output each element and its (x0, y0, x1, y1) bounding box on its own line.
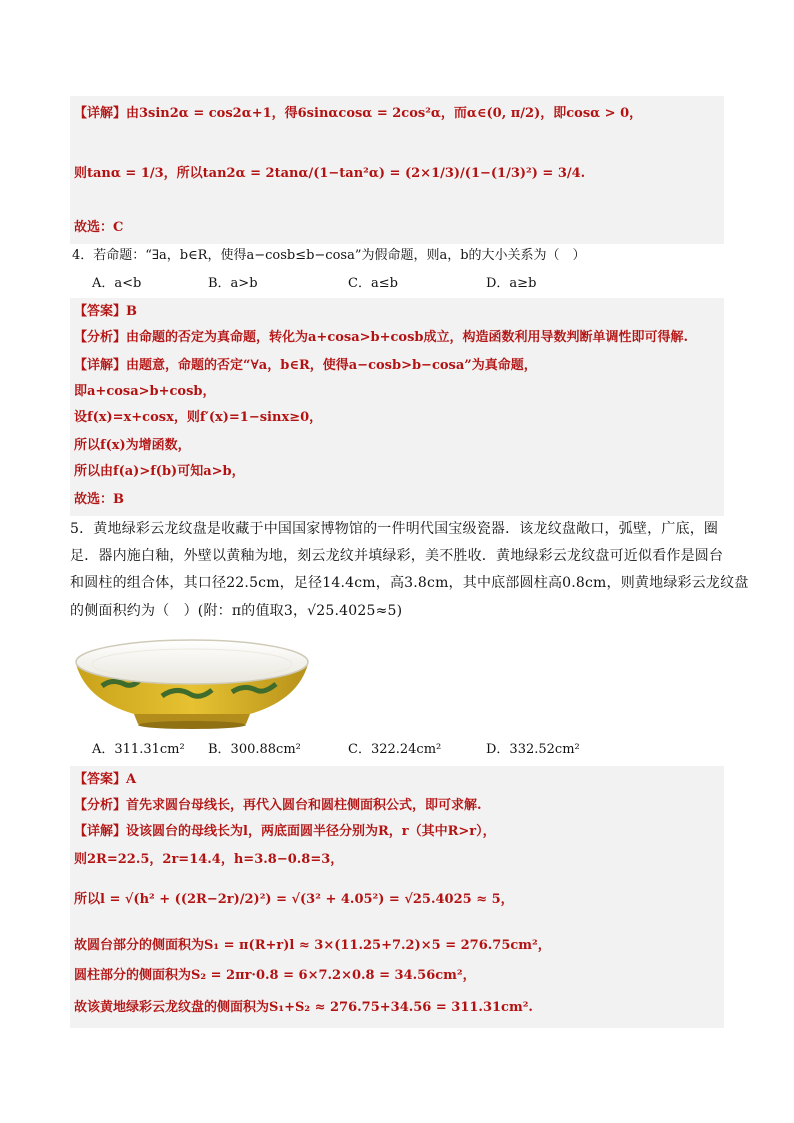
q5-step2: 所以l = √(h² + ((2R−2r)/2)²) = √(3² + 4.05²) = √25.4025 ≈ 5， (74, 892, 514, 907)
q4-step4: 所以由f(a)>f(b)可知a>b， (74, 464, 245, 479)
q5-stem-line2: 足．器内施白釉，外壁以黄釉为地，刻云龙纹并填绿彩，美不胜收．黄地绿彩云龙纹盘可近似看作是圆台 (70, 548, 724, 564)
q5-stem-line4: 的侧面积约为（ ）(附：π的值取3，√25.4025≈5) (70, 603, 403, 619)
q4-step3: 所以f(x)为增函数， (74, 438, 191, 453)
q4-choice: 故选：B (74, 492, 124, 507)
q4-option-c: C．a≤b (348, 276, 398, 291)
q4-detail: 【详解】由题意，命题的否定“∀a，b∈R，使得a−cosb>b−cosa”为真命题， (74, 358, 537, 373)
q5-stem-line1: 5．黄地绿彩云龙纹盘是收藏于中国国家博物馆的一件明代国宝级瓷器．该龙纹盘敞口，弧壁，广底，圈 (70, 521, 719, 537)
q5-step1: 则2R=22.5，2r=14.4，h=3.8−0.8=3， (74, 852, 344, 867)
q4-step2: 设f(x)=x+cosx，则f′(x)=1−sinx≥0， (74, 410, 323, 425)
q5-analysis: 【分析】首先求圆台母线长，再代入圆台和圆柱侧面积公式，即可求解. (74, 798, 482, 813)
q4-analysis: 【分析】由命题的否定为真命题，转化为a+cosa>b+cosb成立，构造函数利用导数判断单调性即可得解. (74, 330, 689, 345)
q4-answer: 【答案】B (74, 304, 137, 319)
q4-option-b: B．a>b (208, 276, 258, 291)
q3-detail-line2: 则tanα = 1/3，所以tan2α = 2tanα/(1−tan²α) = (2×1/3)/(1−(1/3)²) = 3/4. (74, 166, 586, 181)
q5-option-b: B．300.88cm² (208, 742, 301, 757)
q5-option-a: A．311.31cm² (92, 742, 185, 757)
q4-option-a: A．a<b (92, 276, 142, 291)
q5-option-d: D．332.52cm² (486, 742, 580, 757)
q3-choice: 故选：C (74, 220, 124, 235)
dragon-bowl-image (72, 634, 312, 734)
q5-detail: 【详解】设该圆台的母线长为l，两底面圆半径分别为R，r（其中R>r）， (74, 824, 496, 839)
q3-detail-line1: 【详解】由3sin2α = cos2α+1，得6sinαcosα = 2cos²α，而α∈(0, π/2)，即cosα > 0， (74, 106, 643, 121)
q4-step1: 即a+cosa>b+cosb， (74, 384, 216, 399)
q5-answer: 【答案】A (74, 772, 137, 787)
q5-step4: 圆柱部分的侧面积为S₂ = 2πr·0.8 = 6×7.2×0.8 = 34.56cm²， (74, 968, 476, 983)
q5-step3: 故圆台部分的侧面积为S₁ = π(R+r)l ≈ 3×(11.25+7.2)×5 = 276.75cm²， (74, 938, 551, 953)
q5-step5: 故该黄地绿彩云龙纹盘的侧面积为S₁+S₂ ≈ 276.75+34.56 = 311.31cm². (74, 1000, 533, 1015)
q5-option-c: C．322.24cm² (348, 742, 442, 757)
q4-option-d: D．a≥b (486, 276, 537, 291)
q5-stem-line3: 和圆柱的组合体，其口径22.5cm，足径14.4cm，高3.8cm，其中底部圆柱高0.8cm，则黄地绿彩云龙纹盘 (70, 575, 749, 591)
q4-stem: 4．若命题：“∃a，b∈R，使得a−cosb≤b−cosa”为假命题，则a，b的大小关系为（ ） (72, 248, 586, 263)
